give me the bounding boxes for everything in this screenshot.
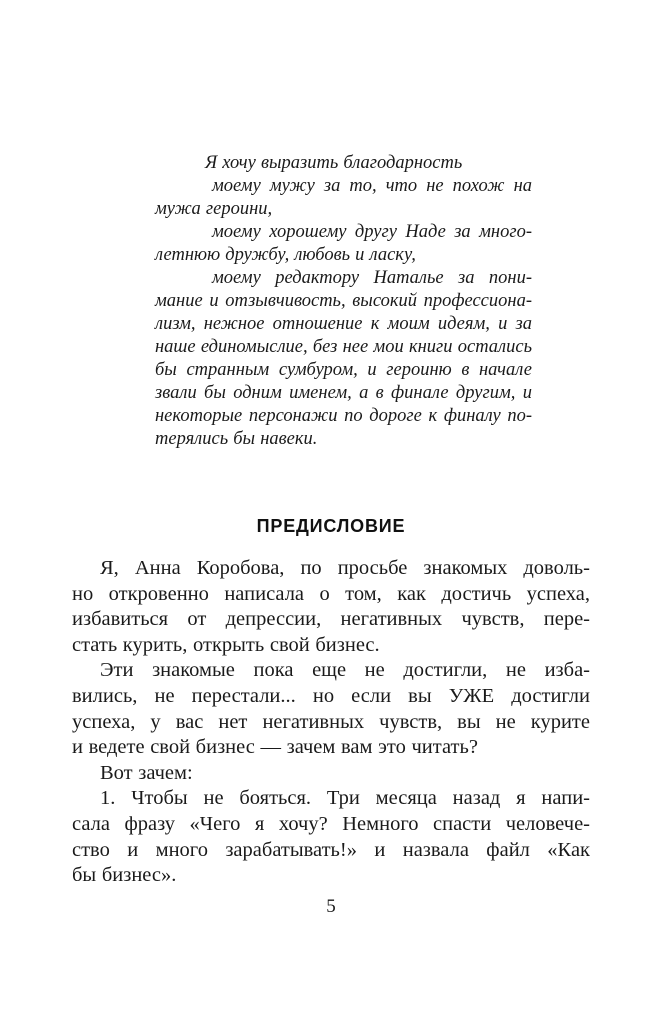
body-line: сала фразу «Чего я хочу? Немного спасти человече- — [72, 812, 590, 835]
dedication-line: терялись бы навеки. — [155, 429, 318, 449]
body-line: Вот зачем: — [100, 761, 193, 784]
body-line: Эти знакомые пока еще не достигли, не изба- — [100, 659, 590, 682]
body-line: вились, не перестали... но если вы УЖЕ достигли — [72, 684, 590, 707]
body-text — [72, 556, 590, 889]
dedication-line: мужа героини, — [155, 199, 273, 219]
dedication-line: моему мужу за то, что не похож на — [212, 176, 532, 196]
dedication-line: Я хочу выразить благодарность — [205, 153, 463, 173]
body-line: бы бизнес». — [72, 864, 177, 887]
dedication-line: моему хорошему другу Наде за много- — [212, 222, 532, 242]
body-line: ство и много зарабатывать!» и назвала файл «Как — [72, 838, 590, 861]
dedication-line: некоторые персонажи по дороге к финалу по- — [155, 406, 532, 426]
body-line: Я, Анна Коробова, по просьбе знакомых доволь- — [100, 557, 590, 579]
body-line: и ведете свой бизнес — зачем вам это читать? — [72, 736, 478, 759]
dedication-line: наше единомыслие, без нее мои книги остались — [155, 337, 532, 357]
body-line: но откровенно написала о том, как достичь успеха, — [72, 582, 590, 605]
body-line: стать курить, открыть свой бизнес. — [72, 633, 380, 656]
dedication-line: мание и отзывчивость, высокий профессиона- — [155, 291, 532, 311]
dedication-line: бы странным сумбуром, и героиню в начале — [155, 360, 532, 380]
body-line: 1. Чтобы не бояться. Три месяца назад я напи- — [100, 787, 590, 810]
dedication — [155, 152, 532, 451]
dedication-line: моему редактору Наталье за пони- — [212, 268, 532, 288]
dedication-line: летнюю дружбу, любовь и ласку, — [155, 245, 416, 265]
body-line: избавиться от депрессии, негативных чувств, пере- — [72, 608, 590, 631]
page-number: 5 — [326, 896, 336, 917]
dedication-line: звали бы одним именем, а в финале другим, и — [155, 383, 532, 403]
section-heading: ПРЕДИСЛОВИЕ — [256, 516, 406, 536]
dedication-line: лизм, нежное отношение к моим идеям, и за — [155, 314, 532, 334]
body-line: успеха, у вас нет негативных чувств, вы не курите — [72, 710, 590, 733]
